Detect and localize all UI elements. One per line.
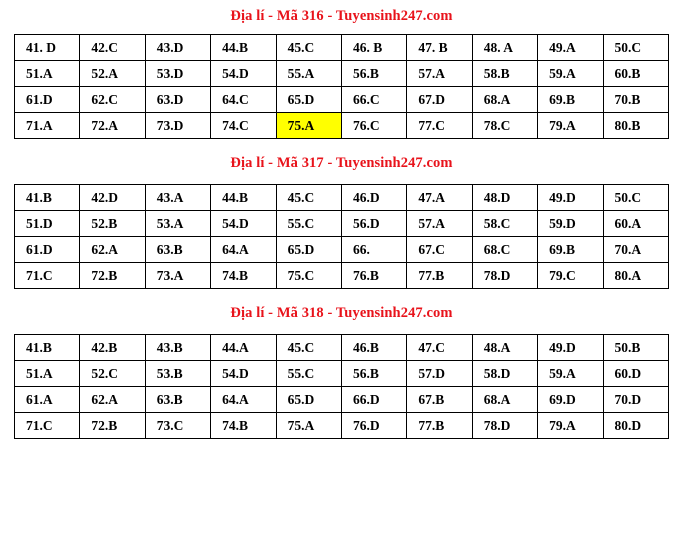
answer-cell: 44.B bbox=[211, 35, 276, 61]
answer-cell: 54.D bbox=[211, 361, 276, 387]
answer-table-body-318 bbox=[15, 335, 669, 439]
answer-cell: 68.A bbox=[472, 387, 537, 413]
answer-cell: 72.B bbox=[80, 413, 145, 439]
answer-cell: 78.D bbox=[472, 413, 537, 439]
answer-cell: 54.D bbox=[211, 61, 276, 87]
table-row bbox=[15, 113, 669, 139]
answer-cell: 56.D bbox=[341, 211, 406, 237]
answer-cell: 79.A bbox=[538, 113, 603, 139]
answer-table-317 bbox=[14, 184, 669, 289]
answer-cell: 49.A bbox=[538, 35, 603, 61]
answer-cell: 50.C bbox=[603, 185, 668, 211]
answer-cell: 43.D bbox=[145, 35, 210, 61]
answer-cell: 67.B bbox=[407, 387, 472, 413]
answer-cell: 70.A bbox=[603, 237, 668, 263]
answer-cell: 63.B bbox=[145, 387, 210, 413]
answer-cell: 78.D bbox=[472, 263, 537, 289]
answer-cell: 77.C bbox=[407, 113, 472, 139]
answer-cell: 64.C bbox=[211, 87, 276, 113]
answer-cell: 62.C bbox=[80, 87, 145, 113]
answer-cell: 72.B bbox=[80, 263, 145, 289]
table-row bbox=[15, 237, 669, 263]
answer-cell: 51.A bbox=[15, 361, 80, 387]
table-row bbox=[15, 87, 669, 113]
answer-cell: 61.A bbox=[15, 387, 80, 413]
answer-cell: 53.B bbox=[145, 361, 210, 387]
answer-cell: 49.D bbox=[538, 185, 603, 211]
answer-cell: 62.A bbox=[80, 387, 145, 413]
answer-cell: 41. D bbox=[15, 35, 80, 61]
answer-cell: 60.D bbox=[603, 361, 668, 387]
answer-cell: 63.B bbox=[145, 237, 210, 263]
answer-cell: 73.A bbox=[145, 263, 210, 289]
answer-cell: 76.C bbox=[341, 113, 406, 139]
answer-cell: 65.D bbox=[276, 87, 341, 113]
table-row bbox=[15, 335, 669, 361]
section-title-318: Địa lí - Mã 318 - Tuyensinh247.com bbox=[230, 305, 453, 321]
answer-cell: 66. bbox=[341, 237, 406, 263]
answer-cell: 49.D bbox=[538, 335, 603, 361]
answer-cell: 77.B bbox=[407, 263, 472, 289]
answer-cell: 52.A bbox=[80, 61, 145, 87]
table-row bbox=[15, 387, 669, 413]
answer-cell: 61.D bbox=[15, 87, 80, 113]
answer-cell: 51.D bbox=[15, 211, 80, 237]
answer-cell: 42.D bbox=[80, 185, 145, 211]
answer-table-318 bbox=[14, 334, 669, 439]
answer-cell: 66.D bbox=[341, 387, 406, 413]
answer-cell: 56.B bbox=[341, 361, 406, 387]
answer-cell: 57.A bbox=[407, 61, 472, 87]
answer-cell: 63.D bbox=[145, 87, 210, 113]
answer-cell: 71.C bbox=[15, 413, 80, 439]
answer-cell: 58.C bbox=[472, 211, 537, 237]
answer-cell: 43.A bbox=[145, 185, 210, 211]
section-title-316: Địa lí - Mã 316 - Tuyensinh247.com bbox=[230, 8, 453, 24]
answer-cell: 80.D bbox=[603, 413, 668, 439]
answer-cell: 71.A bbox=[15, 113, 80, 139]
answer-cell: 64.A bbox=[211, 387, 276, 413]
answer-cell: 45.C bbox=[276, 185, 341, 211]
answer-cell: 43.B bbox=[145, 335, 210, 361]
answer-cell: 45.C bbox=[276, 335, 341, 361]
answer-cell: 57.D bbox=[407, 361, 472, 387]
answer-cell: 68.C bbox=[472, 237, 537, 263]
answer-cell: 74.B bbox=[211, 263, 276, 289]
answer-cell: 75.A bbox=[276, 413, 341, 439]
answer-cell: 42.C bbox=[80, 35, 145, 61]
answer-section-317 bbox=[14, 139, 669, 289]
answer-section-316 bbox=[14, 0, 669, 139]
answer-cell: 74.C bbox=[211, 113, 276, 139]
answer-cell: 52.C bbox=[80, 361, 145, 387]
answer-cell: 76.B bbox=[341, 263, 406, 289]
table-row bbox=[15, 61, 669, 87]
answer-cell: 60.A bbox=[603, 211, 668, 237]
answer-cell: 46.B bbox=[341, 335, 406, 361]
answer-cell: 41.B bbox=[15, 185, 80, 211]
answer-cell: 57.A bbox=[407, 211, 472, 237]
answer-table-body-316 bbox=[15, 35, 669, 139]
answer-cell: 58.D bbox=[472, 361, 537, 387]
answer-cell: 52.B bbox=[80, 211, 145, 237]
answer-cell: 75.A bbox=[276, 113, 341, 139]
answer-cell: 55.C bbox=[276, 211, 341, 237]
answer-cell: 79.C bbox=[538, 263, 603, 289]
answer-cell: 74.B bbox=[211, 413, 276, 439]
answer-cell: 76.D bbox=[341, 413, 406, 439]
answer-cell: 60.B bbox=[603, 61, 668, 87]
answer-cell: 73.C bbox=[145, 413, 210, 439]
answer-cell: 70.B bbox=[603, 87, 668, 113]
answer-cell: 53.D bbox=[145, 61, 210, 87]
answer-cell: 46.D bbox=[341, 185, 406, 211]
answer-cell: 59.D bbox=[538, 211, 603, 237]
answer-cell: 80.A bbox=[603, 263, 668, 289]
table-row bbox=[15, 185, 669, 211]
answer-cell: 61.D bbox=[15, 237, 80, 263]
answer-cell: 54.D bbox=[211, 211, 276, 237]
section-title-317: Địa lí - Mã 317 - Tuyensinh247.com bbox=[230, 155, 453, 171]
answer-table-body-317 bbox=[15, 185, 669, 289]
table-row bbox=[15, 413, 669, 439]
answer-cell: 59.A bbox=[538, 361, 603, 387]
answer-cell: 72.A bbox=[80, 113, 145, 139]
answer-cell: 59.A bbox=[538, 61, 603, 87]
answer-cell: 80.B bbox=[603, 113, 668, 139]
answer-cell: 46. B bbox=[341, 35, 406, 61]
answer-cell: 73.D bbox=[145, 113, 210, 139]
answer-cell: 51.A bbox=[15, 61, 80, 87]
answer-cell: 69.D bbox=[538, 387, 603, 413]
answer-cell: 67.D bbox=[407, 87, 472, 113]
answer-cell: 48.D bbox=[472, 185, 537, 211]
answer-cell: 50.C bbox=[603, 35, 668, 61]
answer-cell: 47.A bbox=[407, 185, 472, 211]
answer-cell: 56.B bbox=[341, 61, 406, 87]
answer-cell: 47. B bbox=[407, 35, 472, 61]
answer-cell: 58.B bbox=[472, 61, 537, 87]
answer-cell: 71.C bbox=[15, 263, 80, 289]
answer-cell: 70.D bbox=[603, 387, 668, 413]
answer-section-318 bbox=[14, 289, 669, 439]
answer-cell: 65.D bbox=[276, 387, 341, 413]
table-row bbox=[15, 263, 669, 289]
answer-cell: 62.A bbox=[80, 237, 145, 263]
answer-cell: 45.C bbox=[276, 35, 341, 61]
answer-cell: 78.C bbox=[472, 113, 537, 139]
answer-cell: 44.A bbox=[211, 335, 276, 361]
answer-cell: 66.C bbox=[341, 87, 406, 113]
answer-cell: 69.B bbox=[538, 87, 603, 113]
table-row bbox=[15, 35, 669, 61]
answer-cell: 47.C bbox=[407, 335, 472, 361]
answer-cell: 69.B bbox=[538, 237, 603, 263]
answer-cell: 48. A bbox=[472, 35, 537, 61]
answer-cell: 75.C bbox=[276, 263, 341, 289]
answer-cell: 55.C bbox=[276, 361, 341, 387]
answer-cell: 68.A bbox=[472, 87, 537, 113]
answer-table-316 bbox=[14, 34, 669, 139]
table-row bbox=[15, 211, 669, 237]
answer-cell: 42.B bbox=[80, 335, 145, 361]
answer-cell: 64.A bbox=[211, 237, 276, 263]
answer-cell: 50.B bbox=[603, 335, 668, 361]
answer-cell: 79.A bbox=[538, 413, 603, 439]
answer-cell: 44.B bbox=[211, 185, 276, 211]
answer-cell: 41.B bbox=[15, 335, 80, 361]
answer-cell: 53.A bbox=[145, 211, 210, 237]
answer-cell: 65.D bbox=[276, 237, 341, 263]
answer-cell: 48.A bbox=[472, 335, 537, 361]
answer-cell: 67.C bbox=[407, 237, 472, 263]
answer-cell: 55.A bbox=[276, 61, 341, 87]
answer-cell: 77.B bbox=[407, 413, 472, 439]
table-row bbox=[15, 361, 669, 387]
bottom-spacer bbox=[14, 439, 669, 449]
